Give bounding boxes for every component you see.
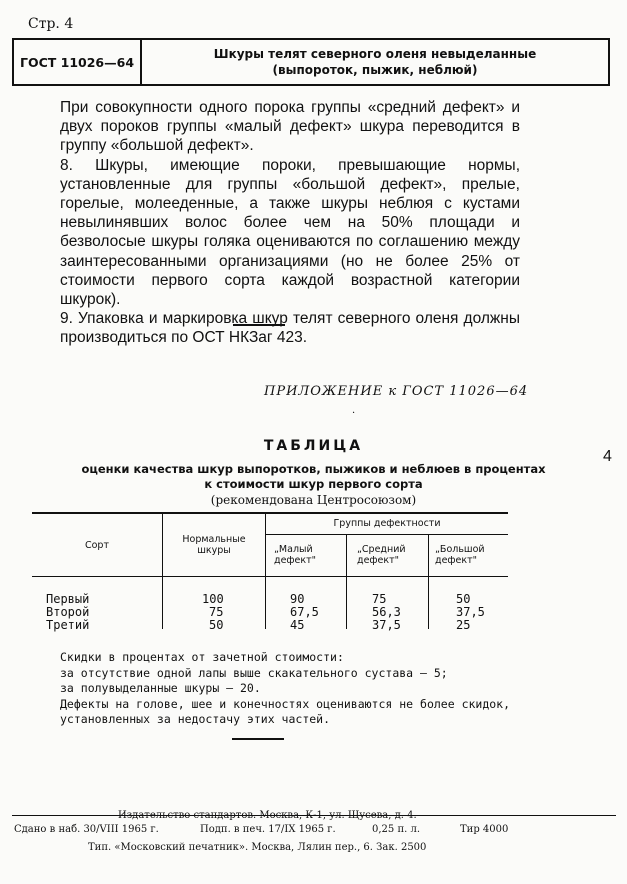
end-divider <box>232 738 284 740</box>
header-normal-line2: шкуры <box>197 545 231 556</box>
note-line-2: за отсутствие одной лапы выше скакательного сустава — 5; <box>60 665 448 680</box>
header-large-defect <box>429 544 514 566</box>
paragraph-1: При совокупности одного порока группы «средний дефект» и двух пороков группы «малый дефект» шкура переводится в группу «большой дефект». <box>60 99 520 155</box>
title-line-2: (выпороток, пыжик, неблюй) <box>272 63 478 77</box>
header-box <box>12 38 610 86</box>
note-line-3: за полувыделанные шкуры — 20. <box>60 681 261 695</box>
header-medium-line1: „Средний <box>357 544 406 555</box>
signed-to-print: Подп. в печ. 17/IX 1965 г. <box>200 824 336 835</box>
col-divider-1 <box>162 514 163 629</box>
row2-small: 67,5 <box>290 605 319 619</box>
row1-sort: Первый <box>46 592 90 606</box>
note-line-5: установленных за недостачу этих частей. <box>60 712 331 726</box>
header-normal-line1: Нормальные <box>182 534 246 545</box>
paragraph-8: 8. Шкуры, имеющие пороки, превышающие нормы, установленные для группы «большой дефект», прелые, горелые, молееденные, а также шкуры неблюя с кустами невылинявших волос более чем на 50% площади и безволосые шкуры голяка оцениваются по соглашению между заинтересованными организациями (но не более 25% от стоимости первого сорта каждой возрастной категории шкурок). <box>60 156 520 309</box>
note-line-4: Дефекты на голове, шее и конечностях оцениваются не более скидок, <box>60 696 511 711</box>
header-small-defect <box>266 544 354 566</box>
note-line-1: Скидки в процентах от зачетной стоимости: <box>60 650 344 664</box>
header-small-line1: „Малый <box>274 544 313 555</box>
header-normal <box>163 534 265 556</box>
table-subtitle-2: к стоимости шкур первого сорта <box>204 477 423 491</box>
row2-normal: 75 <box>209 605 224 619</box>
col-divider-2 <box>265 514 266 629</box>
header-large-line1: „Большой <box>435 544 485 555</box>
title-line-1: Шкуры телят северного оленя невыделанные <box>213 47 537 61</box>
paragraph-9: 9. Упаковка и маркировка шкур телят северного оленя должны производиться по ОСТ НКЗаг 423. <box>60 310 520 347</box>
row3-medium: 37,5 <box>372 618 401 632</box>
print-dot: · <box>352 408 356 419</box>
group-header-rule <box>265 534 508 535</box>
body-text <box>60 98 520 348</box>
table-top-rule <box>32 512 508 514</box>
sent-to-typesetting: Сдано в наб. 30/VIII 1965 г. <box>14 824 159 835</box>
header-large-line2: дефект" <box>435 555 478 566</box>
row3-small: 45 <box>290 618 305 632</box>
standard-number: ГОСТ 11026—64 <box>14 40 142 84</box>
section-divider <box>233 324 285 326</box>
row1-small: 90 <box>290 592 305 606</box>
header-bottom-rule <box>32 576 508 577</box>
print-run: Тир 4000 <box>460 824 509 835</box>
row3-large: 25 <box>456 618 471 632</box>
publisher-line: Издательство стандартов. Москва, К-1, ул. Щусева, д. 4. <box>118 810 417 821</box>
header-medium-defect <box>347 544 438 566</box>
row3-sort: Третий <box>46 618 90 632</box>
table-title: ТАБЛИЦА <box>263 438 364 454</box>
row1-normal: 100 <box>202 592 224 606</box>
row1-large: 50 <box>456 592 471 606</box>
page-number: Стр. 4 <box>28 16 74 32</box>
header-small-line2: дефект" <box>274 555 317 566</box>
discount-notes <box>60 650 530 728</box>
table-subtitle-1: оценки качества шкур выпоротков, пыжиков и неблюев в процентах <box>81 462 546 476</box>
grading-table <box>32 512 508 630</box>
document-title <box>142 40 608 84</box>
footer-rule <box>12 815 616 816</box>
appendix-label: ПРИЛОЖЕНИЕ к ГОСТ 11026—64 <box>264 384 529 399</box>
row1-medium: 75 <box>372 592 387 606</box>
row2-medium: 56,3 <box>372 605 401 619</box>
side-number: 4 <box>603 448 612 465</box>
row3-normal: 50 <box>209 618 224 632</box>
table-subtitle-3: (рекомендована Центросоюзом) <box>210 493 417 507</box>
printed-sheets: 0,25 п. л. <box>372 824 420 835</box>
row2-sort: Второй <box>46 605 90 619</box>
header-sort: Сорт <box>84 540 109 551</box>
row2-large: 37,5 <box>456 605 485 619</box>
header-groups: Группы дефектности <box>333 518 441 529</box>
header-medium-line2: дефект" <box>357 555 400 566</box>
printer-line: Тип. «Московский печатник». Москва, Лялин пер., 6. Зак. 2500 <box>88 842 427 853</box>
